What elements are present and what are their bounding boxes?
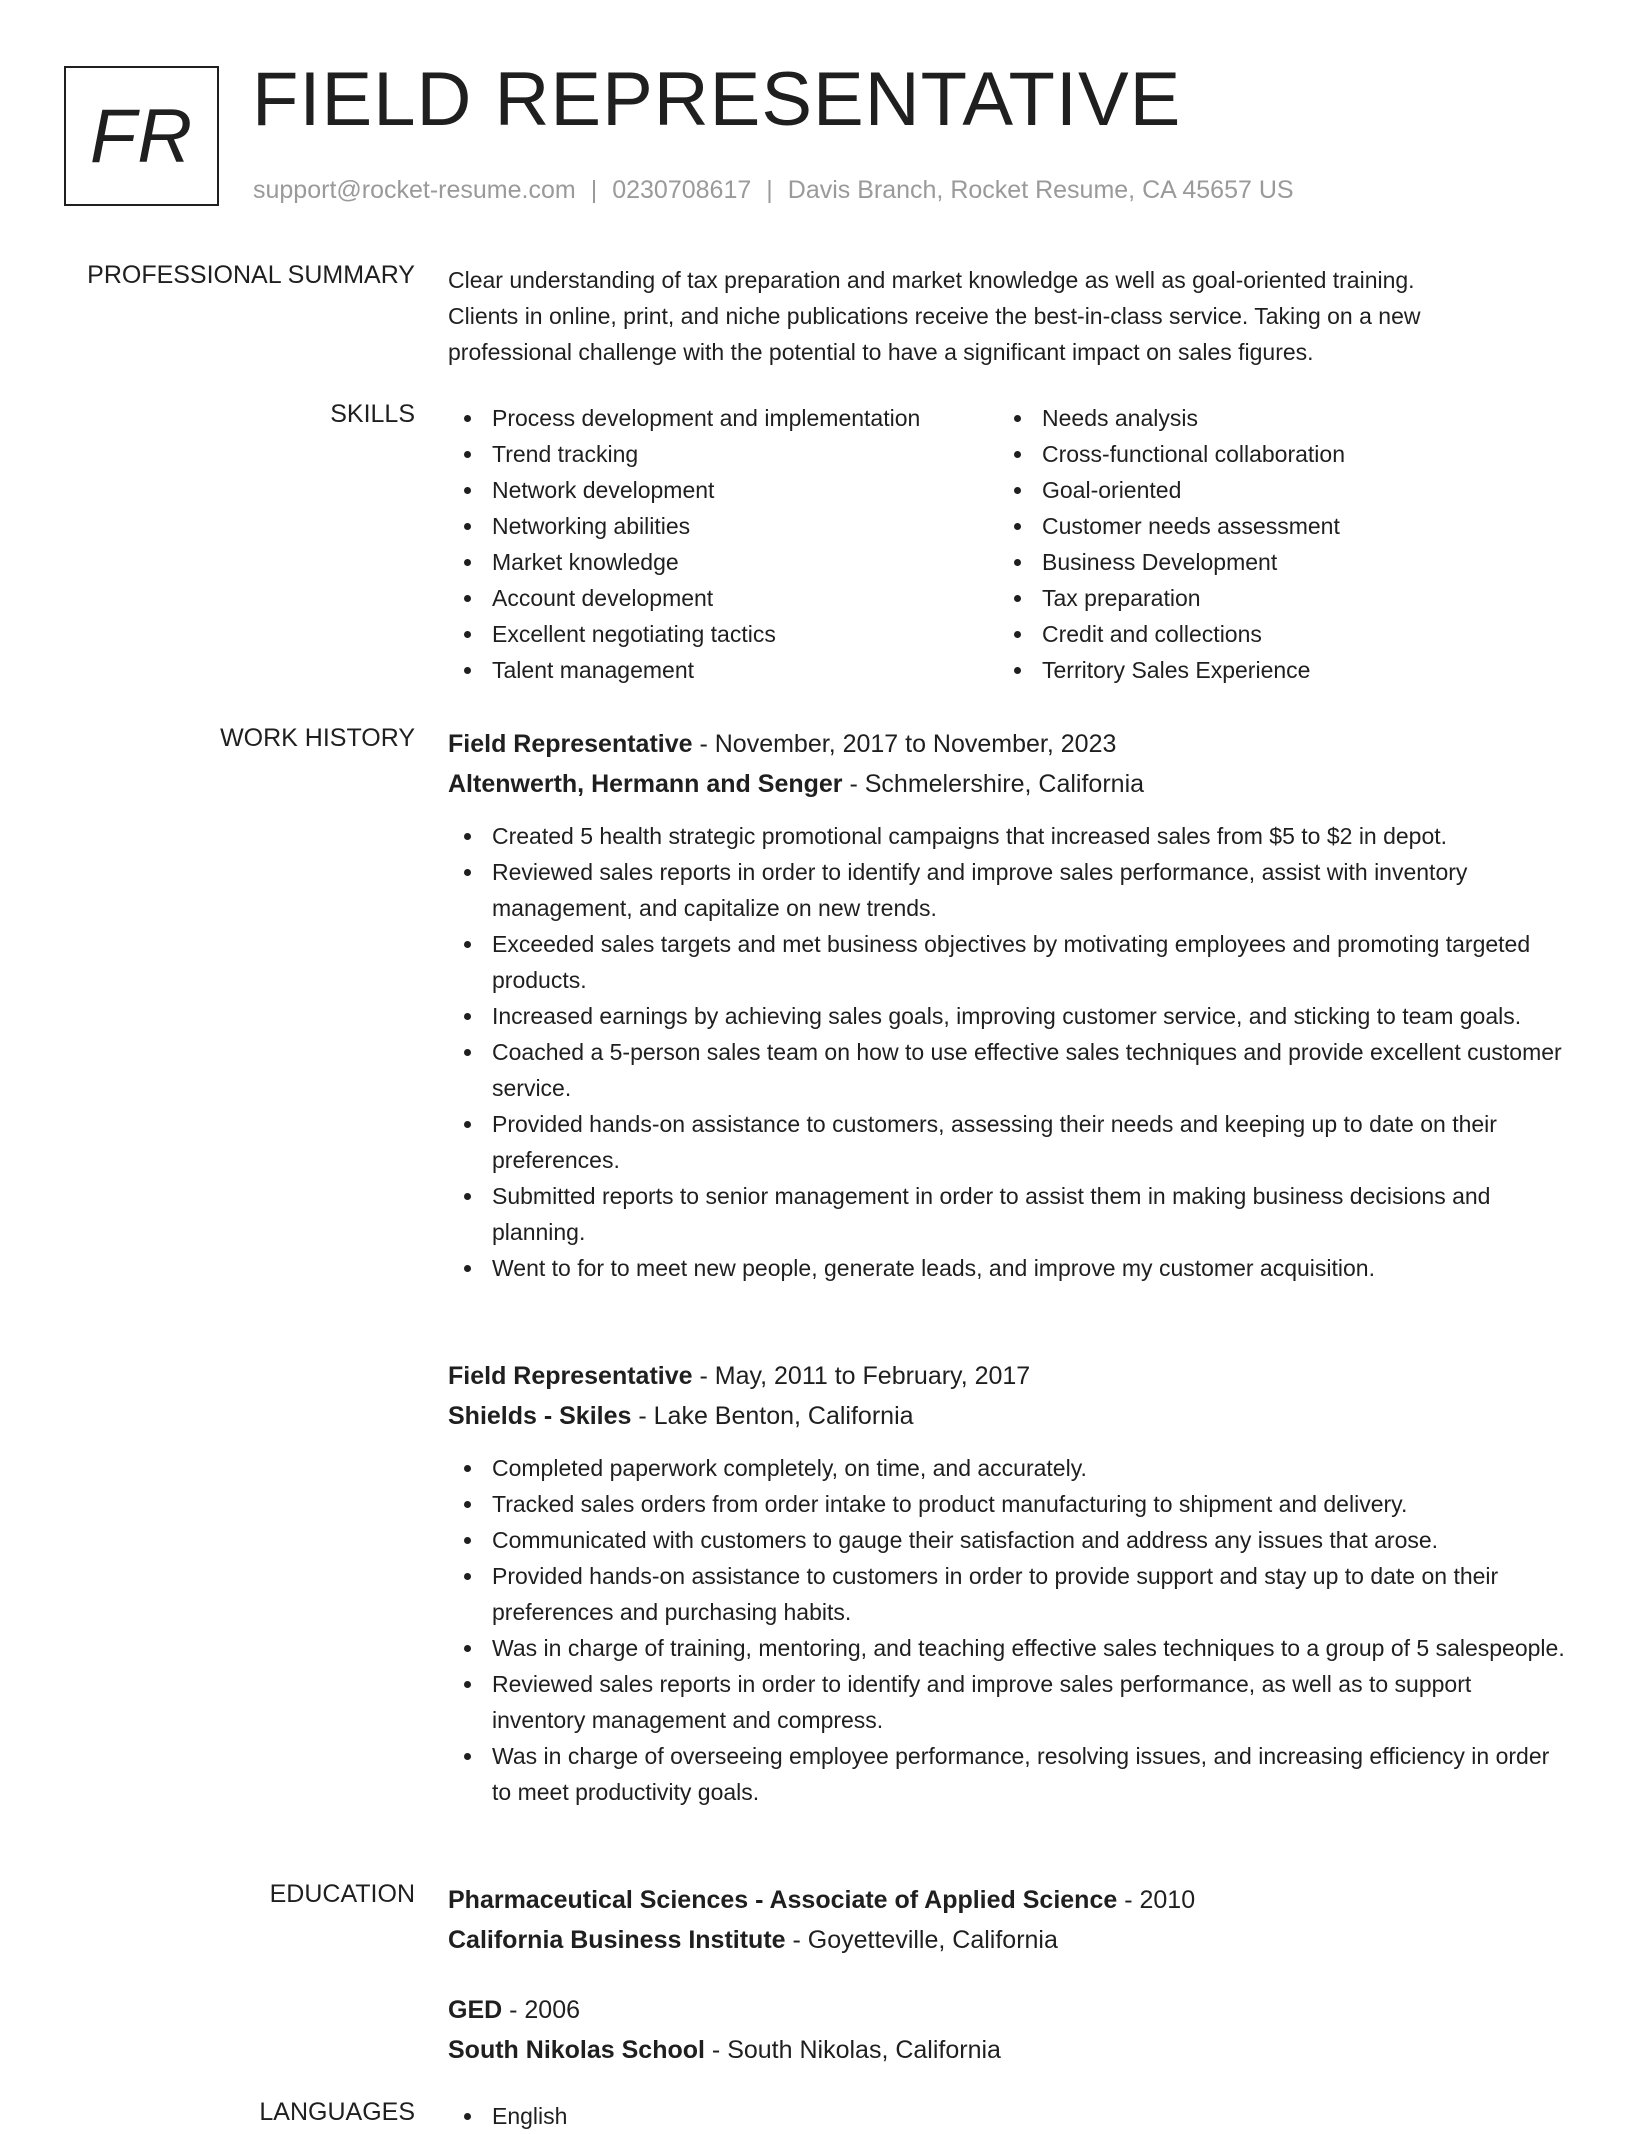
job-bullets [448,1450,1568,1810]
language-item: English [448,2098,1568,2134]
job-title-line [448,1356,1568,1396]
job-entry [448,724,1568,1286]
monogram-badge: FR [64,66,219,206]
job-bullet: Went to for to meet new people, generate leads, and improve my customer acquisition. [448,1250,1568,1286]
job-bullet: Completed paperwork completely, on time, and accurately. [448,1450,1568,1486]
skill-item: Tax preparation [998,580,1345,616]
resume-title: FIELD REPRESENTATIVE [252,57,1182,142]
contact-line [253,176,1294,205]
summary-line: Clear understanding of tax preparation and market knowledge as well as goal-oriented training. [448,267,1415,293]
skills-list-left [448,400,920,688]
skill-item: Goal-oriented [998,472,1345,508]
skill-item: Process development and implementation [448,400,920,436]
job-bullet: Provided hands-on assistance to customers in order to provide support and stay up to date on their preferences and purchasing habits. [448,1558,1568,1630]
job-bullet: Communicated with customers to gauge their satisfaction and address any issues that arose. [448,1522,1568,1558]
contact-separator: | [590,176,598,204]
job-title: Field Representative [448,730,693,758]
education-year: - 2010 [1117,1886,1196,1914]
education-location: - South Nikolas, California [704,2036,1001,2064]
contact-address: Davis Branch, Rocket Resume, CA 45657 US [787,176,1294,204]
education-school: California Business Institute [448,1926,786,1954]
section-label-languages: LANGUAGES [259,2098,415,2126]
job-bullet: Reviewed sales reports in order to identify and improve sales performance, as well as to support inventory management and compress. [448,1666,1568,1738]
education-school: South Nikolas School [448,2036,705,2064]
job-company-line [448,764,1568,804]
education-degree: Pharmaceutical Sciences - Associate of Applied Science [448,1886,1118,1914]
skill-item: Cross-functional collaboration [998,436,1345,472]
job-company: Shields - Skiles [448,1402,632,1430]
skill-item: Customer needs assessment [998,508,1345,544]
education-entry [448,1880,1568,1960]
skills-list-right [998,400,1345,688]
education-degree: GED [448,1996,503,2024]
skill-item: Market knowledge [448,544,920,580]
contact-email[interactable]: support@rocket-resume.com [253,176,576,204]
job-company-line [448,1396,1568,1436]
section-label-education: EDUCATION [269,1880,415,1908]
job-dates: - November, 2017 to November, 2023 [692,730,1117,758]
job-bullet: Was in charge of overseeing employee performance, resolving issues, and increasing efficiency in order to meet productivity goals. [448,1738,1568,1810]
skill-item: Credit and collections [998,616,1345,652]
summary-line: professional challenge with the potential to have a significant impact on sales figures. [448,339,1314,365]
contact-separator: | [766,176,773,204]
skill-item: Network development [448,472,920,508]
contact-phone[interactable]: 0230708617 [612,176,752,204]
languages-list [448,2098,1568,2134]
education-school-line [448,2030,1568,2070]
summary-line: Clients in online, print, and niche publications receive the best-in-class service. Taking on a new [448,303,1421,329]
education-school-line [448,1920,1568,1960]
job-entry [448,1356,1568,1810]
skill-item: Excellent negotiating tactics [448,616,920,652]
job-title: Field Representative [448,1362,693,1390]
job-bullet: Provided hands-on assistance to customers, assessing their needs and keeping up to date on their preferences. [448,1106,1568,1178]
section-label-summary: PROFESSIONAL SUMMARY [87,261,415,289]
job-bullet: Submitted reports to senior management in order to assist them in making business decisions and planning. [448,1178,1568,1250]
section-label-skills: SKILLS [330,400,415,428]
skill-item: Account development [448,580,920,616]
skill-item: Trend tracking [448,436,920,472]
job-dates: - May, 2011 to February, 2017 [692,1362,1031,1390]
education-location: - Goyetteville, California [785,1926,1058,1954]
job-company: Altenwerth, Hermann and Senger [448,770,843,798]
job-bullet: Tracked sales orders from order intake to product manufacturing to shipment and delivery. [448,1486,1568,1522]
job-bullet: Coached a 5-person sales team on how to use effective sales techniques and provide excellent customer service. [448,1034,1568,1106]
skill-item: Talent management [448,652,920,688]
job-bullet: Was in charge of training, mentoring, and teaching effective sales techniques to a group of 5 salespeople. [448,1630,1568,1666]
education-degree-line [448,1880,1568,1920]
skill-item: Networking abilities [448,508,920,544]
skill-item: Territory Sales Experience [998,652,1345,688]
job-bullet: Exceeded sales targets and met business objectives by motivating employees and promoting targeted products. [448,926,1568,998]
job-location: - Schmelershire, California [842,770,1145,798]
job-title-line [448,724,1568,764]
section-label-work-history: WORK HISTORY [220,724,415,752]
job-bullets [448,818,1568,1286]
education-year: - 2006 [502,1996,581,2024]
job-location: - Lake Benton, California [631,1402,914,1430]
job-bullet: Reviewed sales reports in order to identify and improve sales performance, assist with inventory management, and capitalize on new trends. [448,854,1568,926]
skill-item: Business Development [998,544,1345,580]
education-entry [448,1990,1568,2070]
job-bullet: Increased earnings by achieving sales goals, improving customer service, and sticking to team goals. [448,998,1568,1034]
education-degree-line [448,1990,1568,2030]
summary-text [448,262,1568,370]
job-bullet: Created 5 health strategic promotional campaigns that increased sales from $5 to $2 in depot. [448,818,1568,854]
skill-item: Needs analysis [998,400,1345,436]
